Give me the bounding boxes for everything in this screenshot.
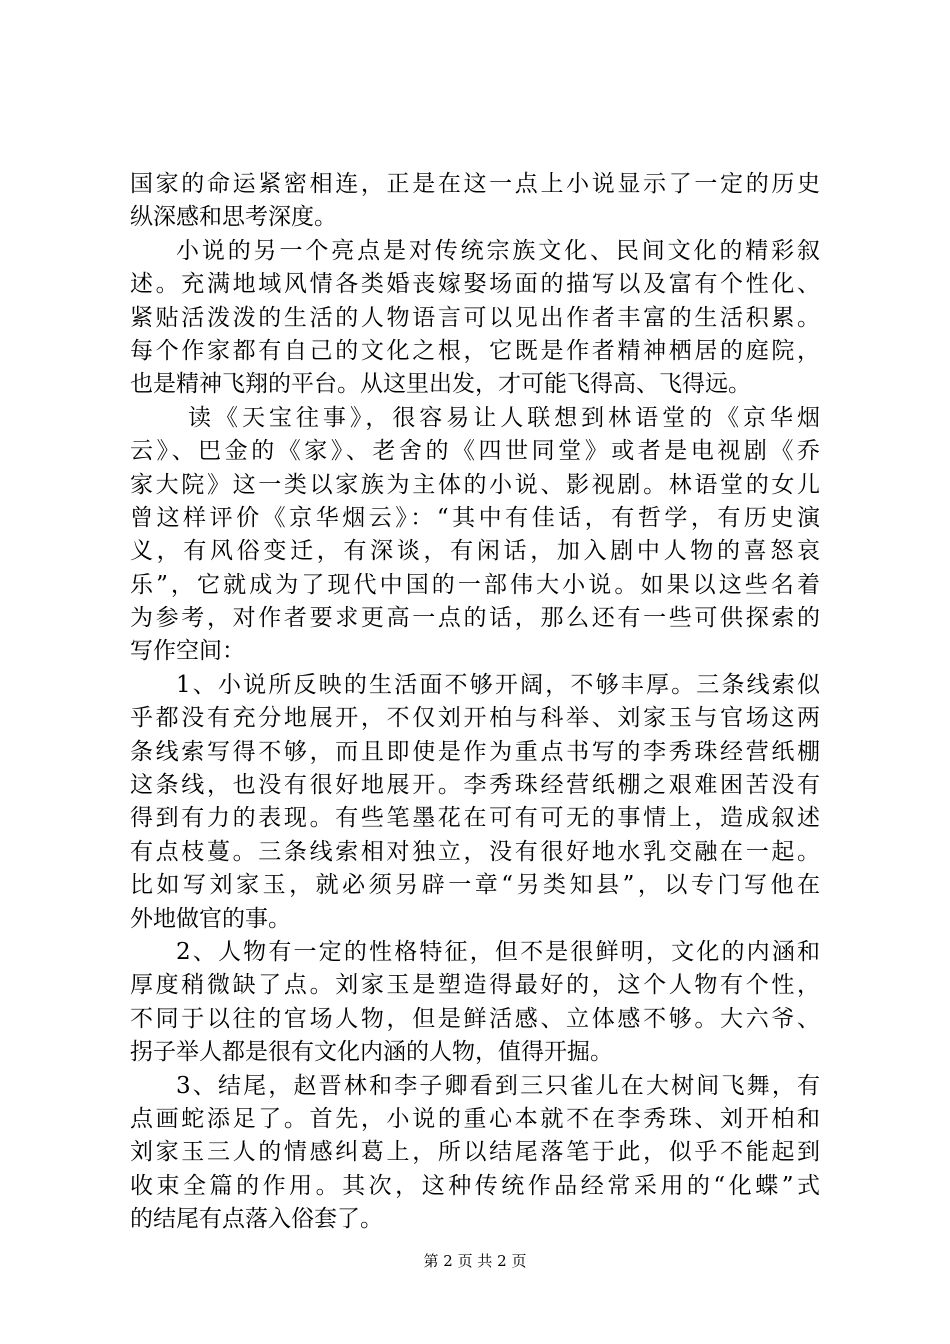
text-line: 小说的另一个亮点是对传统宗族文化、民间文化的精彩叙 xyxy=(176,237,820,264)
paragraph-1 xyxy=(130,168,820,235)
paragraph-4 xyxy=(130,669,820,936)
paragraph-3 xyxy=(130,402,820,669)
text-line: 得到有力的表现。有些笔墨花在可有可无的事情上，造成叙述 xyxy=(130,805,820,832)
text-line: 述。充满地域风情各类婚丧嫁娶场面的描写以及富有个性化、 xyxy=(130,271,820,298)
text-line: 紧贴活泼泼的生活的人物语言可以见出作者丰富的生活积累。 xyxy=(130,304,820,331)
text-line: 乎都没有充分地展开，不仅刘开柏与科举、刘家玉与官场这两 xyxy=(130,705,820,732)
text-line: 读《天宝往事》，很容易让人联想到林语堂的《京华烟 xyxy=(188,404,820,431)
text-line: 条线索写得不够，而且即使是作为重点书写的李秀珠经营纸棚 xyxy=(130,738,820,765)
text-line: 厚度稍微缺了点。刘家玉是塑造得最好的，这个人物有个性， xyxy=(130,972,820,999)
text-line: 也是精神飞翔的平台。从这里出发，才可能飞得高、飞得远。 xyxy=(130,371,751,398)
text-line: 拐子举人都是很有文化内涵的人物，值得开掘。 xyxy=(130,1039,613,1066)
text-line: 为参考，对作者要求更高一点的话，那么还有一些可供探索的 xyxy=(130,605,820,632)
text-line: 曾这样评价《京华烟云》：“其中有佳话，有哲学，有历史演 xyxy=(130,504,820,531)
text-line: 点画蛇添足了。首先，小说的重心本就不在李秀珠、刘开柏和 xyxy=(130,1105,820,1132)
text-line: 每个作家都有自己的文化之根，它既是作者精神栖居的庭院， xyxy=(130,337,820,364)
text-line: 比如写刘家玉，就必须另辟一章“另类知县”，以专门写他在 xyxy=(130,872,820,899)
text-line: 2、人物有一定的性格特征，但不是很鲜明，文化的内涵和 xyxy=(176,938,820,965)
paragraph-6 xyxy=(130,1070,820,1237)
text-line: 收束全篇的作用。其次，这种传统作品经常采用的“化蝶”式 xyxy=(130,1172,820,1199)
text-line: 义，有风俗变迁，有深谈，有闲话，加入剧中人物的喜怒哀 xyxy=(130,538,820,565)
text-line: 家大院》这一类以家族为主体的小说、影视剧。林语堂的女儿 xyxy=(130,471,820,498)
paragraph-5 xyxy=(130,936,820,1070)
text-line: 外地做官的事。 xyxy=(130,905,291,932)
text-line: 乐”，它就成为了现代中国的一部伟大小说。如果以这些名着 xyxy=(130,571,820,598)
document-body xyxy=(130,168,820,1237)
page-footer: 第 2 页 共 2 页 xyxy=(423,1252,527,1270)
text-line: 有点枝蔓。三条线索相对独立，没有很好地水乳交融在一起。 xyxy=(130,838,820,865)
text-line: 3、结尾，赵晋林和李子卿看到三只雀儿在大树间飞舞，有 xyxy=(176,1072,820,1099)
text-line: 这条线，也没有很好地展开。李秀珠经营纸棚之艰难困苦没有 xyxy=(130,772,820,799)
paragraph-2 xyxy=(130,235,820,402)
text-line: 纵深感和思考深度。 xyxy=(130,204,337,231)
text-line: 刘家玉三人的情感纠葛上，所以结尾落笔于此，似乎不能起到 xyxy=(130,1139,820,1166)
text-line: 的结尾有点落入俗套了。 xyxy=(130,1206,383,1233)
text-line: 国家的命运紧密相连，正是在这一点上小说显示了一定的历史 xyxy=(130,171,820,197)
text-line: 写作空间： xyxy=(130,638,245,665)
text-line: 云》、巴金的《家》、老舍的《四世同堂》或者是电视剧《乔 xyxy=(130,438,820,465)
text-line: 1、小说所反映的生活面不够开阔，不够丰厚。三条线索似 xyxy=(176,671,820,698)
text-line: 不同于以往的官场人物，但是鲜活感、立体感不够。大六爷、 xyxy=(130,1005,820,1032)
